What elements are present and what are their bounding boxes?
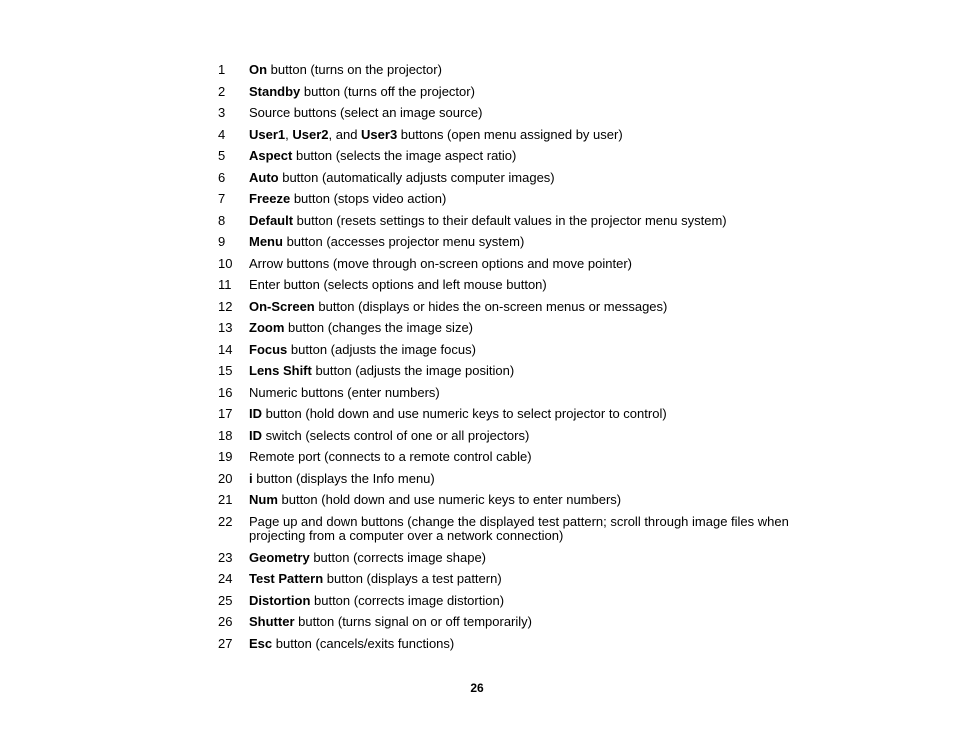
button-name: User3 — [361, 126, 398, 142]
description-text: button (accesses projector menu system) — [282, 234, 525, 249]
button-name: Geometry — [249, 549, 310, 565]
description-text: button (turns off the projector) — [300, 83, 475, 99]
legend-item — [218, 128, 818, 143]
legend-item-description — [249, 257, 818, 272]
button-name: On-Screen — [249, 298, 315, 314]
legend-item-number: 1 — [218, 62, 226, 77]
legend-item-description — [249, 407, 818, 422]
description-text: button (stops video action) — [290, 191, 447, 206]
legend-item-number: 13 — [218, 320, 233, 335]
legend-item — [218, 637, 818, 652]
legend-item-number: 21 — [218, 492, 233, 507]
button-name: Shutter — [249, 614, 295, 629]
description-text: button (displays a test pattern) — [323, 571, 502, 586]
legend-item-description — [249, 343, 818, 358]
legend-item-description — [249, 300, 818, 315]
description-text: button (adjusts the image focus) — [287, 341, 476, 357]
legend-item-number: 16 — [218, 384, 233, 400]
legend-item-number: 14 — [218, 341, 233, 357]
legend-item-number: 24 — [218, 571, 233, 586]
legend-item-number: 20 — [218, 470, 233, 486]
button-name: Aspect — [249, 148, 293, 163]
button-name: i — [249, 470, 253, 486]
legend-item-description — [249, 278, 818, 293]
legend-item — [218, 429, 818, 444]
legend-item-description — [249, 63, 818, 78]
description-text: buttons (open menu assigned by user) — [397, 126, 623, 142]
description-text: , — [285, 126, 293, 142]
legend-item-description — [249, 450, 818, 465]
description-text: button (turns signal on or off temporarily) — [294, 614, 532, 629]
legend-item — [218, 106, 818, 121]
legend-item-description — [249, 85, 818, 100]
description-text: button (changes the image size) — [284, 320, 473, 335]
legend-item — [218, 364, 818, 379]
legend-item — [218, 493, 818, 508]
legend-item-number: 26 — [218, 614, 233, 629]
button-name: Esc — [249, 635, 273, 651]
button-name: Freeze — [249, 191, 291, 206]
legend-item-number: 7 — [218, 191, 226, 206]
legend-item — [218, 278, 818, 293]
button-name: Lens Shift — [249, 363, 312, 378]
legend-item — [218, 572, 818, 587]
legend-item-number: 8 — [218, 212, 226, 228]
button-name: Default — [249, 212, 294, 228]
legend-item — [218, 63, 818, 78]
page-number: 26 — [470, 681, 484, 695]
legend-item-description — [249, 572, 818, 587]
description-text: Numeric buttons (enter numbers) — [249, 384, 440, 400]
button-name: User2 — [292, 126, 329, 142]
legend-item-description — [249, 472, 818, 487]
legend-item-number: 22 — [218, 513, 233, 529]
legend-item — [218, 85, 818, 100]
description-text: button (displays the Info menu) — [252, 470, 435, 486]
legend-item-description — [249, 429, 818, 444]
legend-item-description — [249, 149, 818, 164]
legend-item-description — [249, 364, 818, 379]
legend-item-description — [249, 493, 818, 508]
description-text: button (corrects image distortion) — [310, 592, 505, 608]
legend-item-number: 5 — [218, 148, 226, 163]
description-text: Page up and down buttons (change the displayed test pattern; scroll through image files when projecting from a computer over a network connection) — [249, 513, 789, 543]
description-text: Enter button (selects options and left mouse button) — [249, 277, 547, 292]
legend-item — [218, 321, 818, 336]
legend-item-description — [249, 637, 818, 652]
legend-item-description — [249, 171, 818, 186]
description-text: button (displays or hides the on-screen menus or messages) — [314, 298, 668, 314]
legend-item-number: 10 — [218, 255, 233, 271]
legend-item-number: 3 — [218, 105, 226, 120]
legend-item-number: 4 — [218, 126, 226, 142]
button-name: Focus — [249, 341, 288, 357]
legend-item-description — [249, 321, 818, 336]
button-name: Num — [249, 492, 278, 507]
description-text: Source buttons (select an image source) — [249, 105, 483, 120]
description-text: button (turns on the projector) — [267, 62, 442, 77]
legend-item-description — [249, 128, 818, 143]
description-text: button (resets settings to their default values in the projector menu system) — [293, 212, 727, 228]
legend-item — [218, 450, 818, 465]
legend-item — [218, 343, 818, 358]
legend-item — [218, 472, 818, 487]
legend-item-number: 23 — [218, 549, 233, 565]
legend-item-description — [249, 106, 818, 121]
legend-item — [218, 407, 818, 422]
legend-item-number: 2 — [218, 83, 226, 99]
legend-item-description — [249, 594, 818, 609]
legend-item-number: 12 — [218, 298, 233, 314]
description-text: Arrow buttons (move through on-screen options and move pointer) — [249, 255, 632, 271]
legend-item — [218, 171, 818, 186]
description-text: Remote port (connects to a remote control cable) — [249, 449, 532, 464]
legend-item — [218, 615, 818, 630]
legend-item-number: 27 — [218, 635, 233, 651]
legend-item-number: 11 — [218, 277, 232, 292]
legend-item — [218, 192, 818, 207]
description-text: button (automatically adjusts computer images) — [278, 169, 555, 185]
legend-item-number: 18 — [218, 427, 233, 443]
legend-item-description — [249, 515, 818, 544]
legend-item — [218, 235, 818, 250]
legend-item — [218, 551, 818, 566]
remote-control-legend — [218, 63, 818, 658]
legend-item-description — [249, 192, 818, 207]
legend-item-description — [249, 214, 818, 229]
button-name: Auto — [249, 169, 279, 185]
legend-item-number: 25 — [218, 592, 233, 608]
description-text: , and — [328, 126, 362, 142]
button-name: ID — [249, 406, 262, 421]
description-text: button (cancels/exits functions) — [272, 635, 455, 651]
button-name: On — [249, 62, 268, 77]
button-name: User1 — [249, 126, 286, 142]
legend-item-number: 9 — [218, 234, 226, 249]
legend-item-number: 17 — [218, 406, 233, 421]
legend-item — [218, 300, 818, 315]
legend-item-description — [249, 551, 818, 566]
legend-item-description — [249, 386, 818, 401]
description-text: button (adjusts the image position) — [311, 363, 515, 378]
legend-item-description — [249, 235, 818, 250]
legend-item — [218, 214, 818, 229]
legend-item — [218, 594, 818, 609]
legend-item-description — [249, 615, 818, 630]
button-name: Menu — [249, 234, 283, 249]
legend-item-number: 6 — [218, 169, 226, 185]
description-text: button (hold down and use numeric keys to select projector to control) — [262, 406, 667, 421]
button-name: ID — [249, 427, 262, 443]
legend-item-number: 15 — [218, 363, 233, 378]
legend-item — [218, 257, 818, 272]
description-text: button (selects the image aspect ratio) — [292, 148, 517, 163]
legend-item-number: 19 — [218, 449, 233, 464]
description-text: button (corrects image shape) — [309, 549, 487, 565]
button-name: Standby — [249, 83, 301, 99]
description-text: switch (selects control of one or all projectors) — [262, 427, 530, 443]
legend-item — [218, 515, 818, 544]
legend-item — [218, 386, 818, 401]
legend-item — [218, 149, 818, 164]
button-name: Distortion — [249, 592, 311, 608]
button-name: Test Pattern — [249, 571, 324, 586]
description-text: button (hold down and use numeric keys to enter numbers) — [277, 492, 622, 507]
button-name: Zoom — [249, 320, 285, 335]
